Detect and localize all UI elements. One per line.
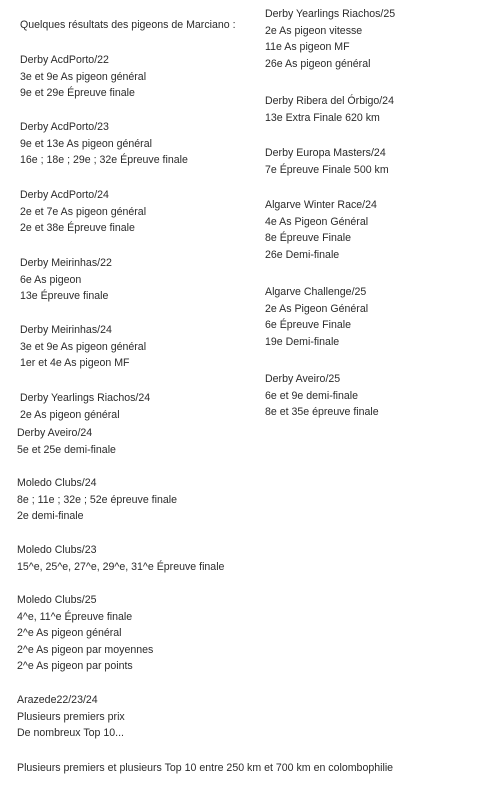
block-line: 6e Épreuve Finale <box>265 319 351 332</box>
block-line: 19e Demi-finale <box>265 335 340 348</box>
result-block <box>20 390 150 423</box>
block-line: 7e Épreuve Finale 500 km <box>265 163 389 176</box>
block-line: 6e et 9e demi-finale <box>265 389 359 402</box>
block-line: 2e As Pigeon Général <box>265 302 369 315</box>
result-block <box>20 187 146 237</box>
result-block <box>17 475 177 525</box>
block-line: 5e et 25e demi-finale <box>17 443 116 456</box>
result-block <box>265 197 377 263</box>
footer-text: Plusieurs premiers et plusieurs Top 10 entre 250 km et 700 km en colombophilie <box>17 762 394 774</box>
block-line: 2e As pigeon vitesse <box>265 24 363 37</box>
result-block <box>265 6 395 72</box>
block-line: 2e As pigeon général <box>20 408 120 421</box>
block-line: 13e Épreuve finale <box>20 290 109 303</box>
block-line: 4^e, 11^e Épreuve finale <box>17 610 133 623</box>
block-line: 8e ; 11e ; 32e ; 52e épreuve finale <box>17 493 178 506</box>
block-line: 8e Épreuve Finale <box>265 232 351 245</box>
block-title: Derby Ribera del Órbigo/24 <box>265 95 394 107</box>
intro-text: Quelques résultats des pigeons de Marciano : <box>20 19 236 31</box>
block-title: Moledo Clubs/25 <box>17 594 97 606</box>
block-line: 15^e, 25^e, 27^e, 29^e, 31^e Épreuve finale <box>17 560 225 573</box>
block-title: Derby Meirinhas/24 <box>20 324 112 336</box>
result-block <box>265 371 379 421</box>
block-line: 26e As pigeon général <box>265 57 371 70</box>
block-title: Moledo Clubs/23 <box>17 544 97 556</box>
result-block <box>17 425 116 458</box>
block-line: 3e et 9e As pigeon général <box>20 340 147 353</box>
result-block <box>265 145 389 178</box>
block-line: 2e demi-finale <box>17 510 84 523</box>
block-title: Algarve Winter Race/24 <box>265 199 377 211</box>
block-title: Arazede22/23/24 <box>17 694 98 706</box>
block-line: 2e et 38e Épreuve finale <box>20 222 135 235</box>
result-block <box>20 255 112 305</box>
result-block <box>20 52 146 102</box>
result-block <box>20 322 146 372</box>
block-title: Derby Aveiro/24 <box>17 427 93 439</box>
block-line: 4e As Pigeon Général <box>265 215 369 228</box>
block-line: 2e et 7e As pigeon général <box>20 205 147 218</box>
result-block <box>17 542 224 575</box>
block-title: Derby Europa Masters/24 <box>265 147 386 159</box>
block-title: Derby Meirinhas/22 <box>20 257 112 269</box>
result-block <box>265 284 368 350</box>
block-line: 9e et 29e Épreuve finale <box>20 87 135 100</box>
block-line: 2^e As pigeon général <box>17 627 122 640</box>
result-block <box>265 93 394 126</box>
block-title: Derby Yearlings Riachos/24 <box>20 392 151 404</box>
block-line: 3e et 9e As pigeon général <box>20 70 147 83</box>
block-line: 16e ; 18e ; 29e ; 32e Épreuve finale <box>20 154 188 167</box>
result-block <box>17 692 125 742</box>
block-line: 2^e As pigeon par points <box>17 660 133 673</box>
block-line: 2^e As pigeon par moyennes <box>17 643 154 656</box>
block-line: 26e Demi-finale <box>265 248 340 261</box>
block-line: Plusieurs premiers prix <box>17 710 125 723</box>
block-line: De nombreux Top 10... <box>17 727 124 740</box>
block-title: Derby Aveiro/25 <box>265 373 341 385</box>
result-block <box>17 592 153 675</box>
block-line: 8e et 35e épreuve finale <box>265 406 379 419</box>
block-line: 1er et 4e As pigeon MF <box>20 357 130 370</box>
block-title: Moledo Clubs/24 <box>17 477 97 489</box>
block-title: Derby AcdPorto/23 <box>20 121 109 133</box>
block-line: 9e et 13e As pigeon général <box>20 137 152 150</box>
block-line: 13e Extra Finale 620 km <box>265 111 380 124</box>
block-line: 11e As pigeon MF <box>265 41 350 54</box>
result-block <box>20 119 188 169</box>
block-title: Derby AcdPorto/22 <box>20 54 109 66</box>
block-title: Derby Yearlings Riachos/25 <box>265 8 396 20</box>
block-title: Algarve Challenge/25 <box>265 286 367 298</box>
block-title: Derby AcdPorto/24 <box>20 189 109 201</box>
block-line: 6e As pigeon <box>20 273 82 286</box>
